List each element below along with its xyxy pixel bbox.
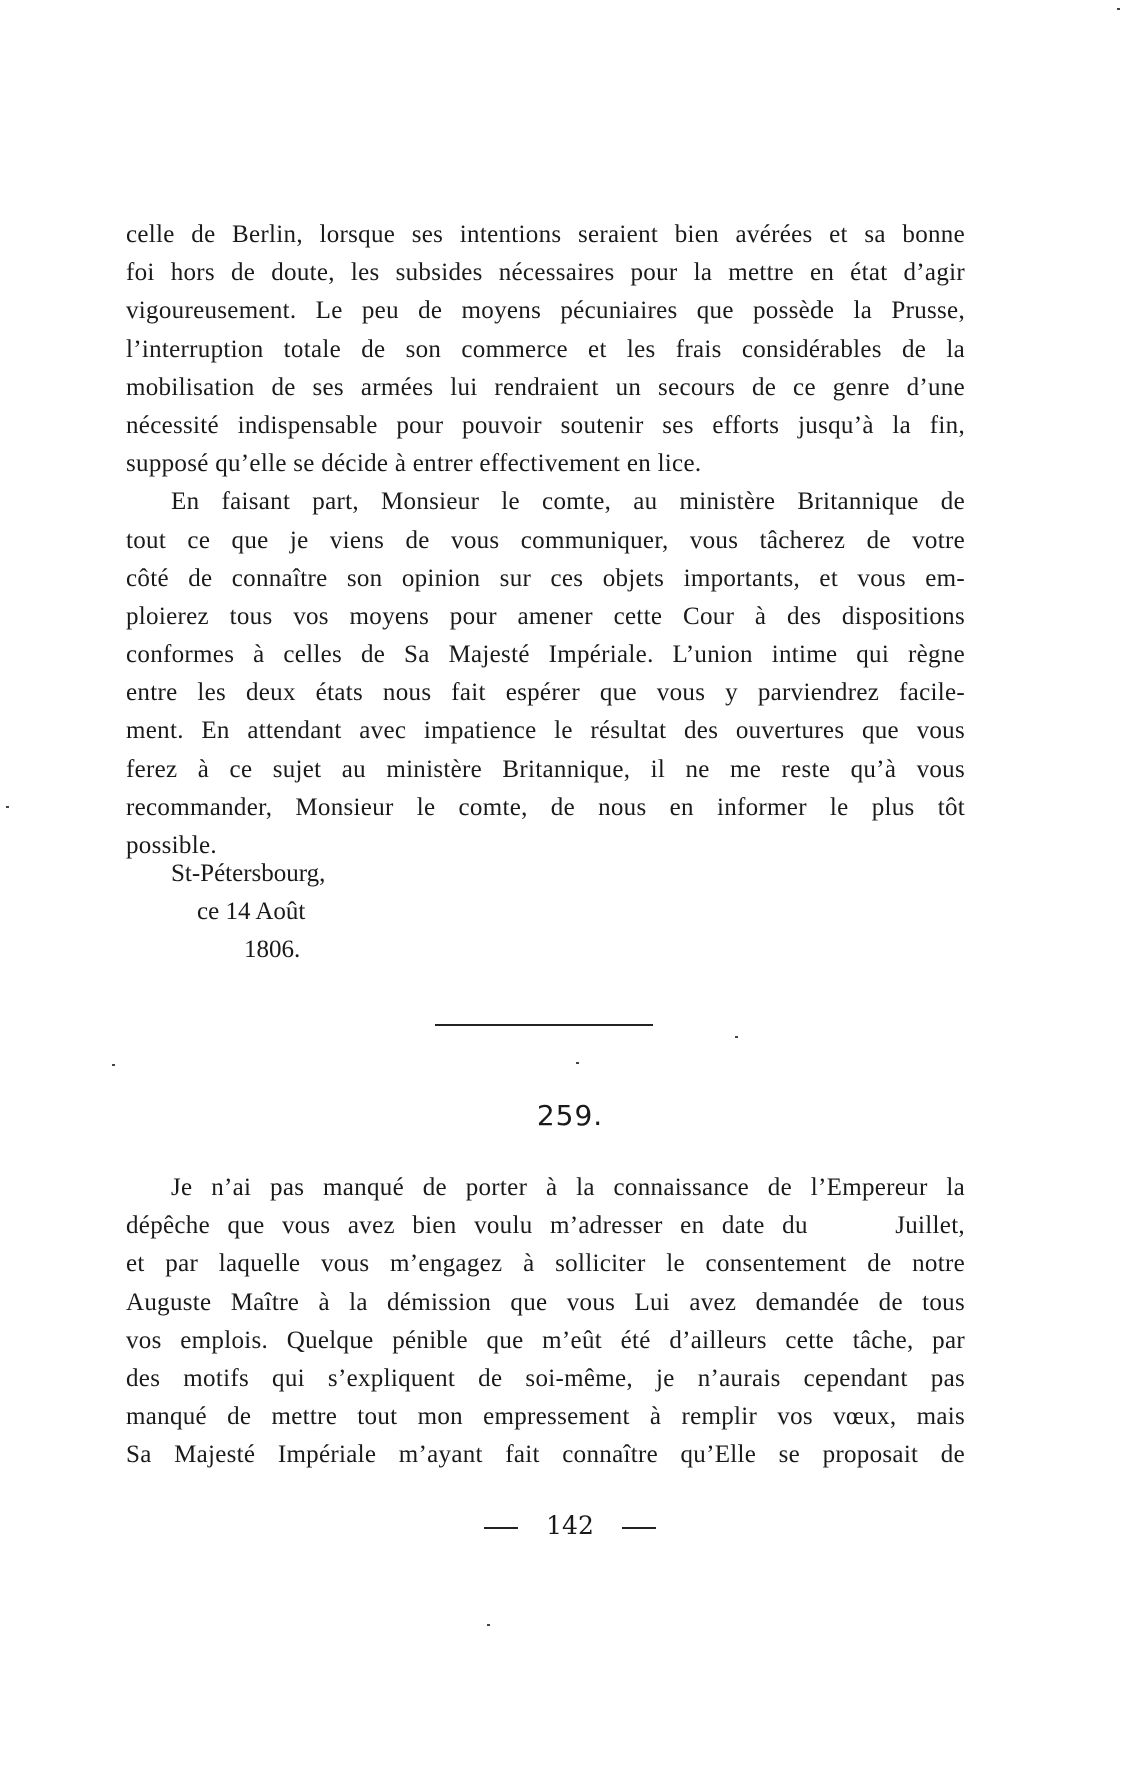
paragraph-second (126, 483, 965, 865)
print-speck (1117, 8, 1120, 10)
text-line: supposé qu’elle se décide à entrer effectivement en lice. (126, 450, 702, 478)
text-line: Sa Majesté Impériale m’ayant fait connaître qu’Elle se proposait de (126, 1441, 965, 1469)
print-speck (576, 1062, 579, 1064)
text-line: ment. En attendant avec impatience le résultat des ouvertures que vous (126, 717, 965, 745)
section-divider (435, 1024, 653, 1026)
footer-dash-left (484, 1527, 518, 1529)
paragraph-continued (126, 216, 965, 483)
text-line: vigoureusement. Le peu de moyens pécuniaires que possède la Prusse, (126, 297, 965, 325)
text-line: Auguste Maître à la démission que vous Lui avez demandée de tous (126, 1288, 965, 1316)
print-speck (112, 1064, 115, 1066)
print-speck (735, 1036, 738, 1038)
signoff-place: St-Pétersbourg, (171, 860, 326, 887)
text-line: entre les deux états nous fait espérer que vous y parviendrez facile- (126, 679, 965, 707)
text-line: possible. (126, 832, 217, 859)
text-line: recommander, Monsieur le comte, de nous en informer le plus tôt (126, 793, 965, 821)
signoff-year: 1806. (244, 936, 301, 963)
text-line: Je n’ai pas manqué de porter à la connaissance de l’Empereur la (171, 1174, 965, 1201)
text-line: ploierez tous vos moyens pour amener cette Cour à des dispositions (126, 602, 965, 630)
print-speck (487, 1624, 490, 1626)
page-footer (0, 1511, 1140, 1540)
text-line: ferez à ce sujet au ministère Britannique, il ne me reste qu’à vous (126, 755, 965, 783)
text-line: foi hors de doute, les subsides nécessaires pour la mettre en état d’agir (126, 259, 965, 287)
paragraph-new-letter (126, 1169, 965, 1475)
text-line: celle de Berlin, lorsque ses intentions seraient bien avérées et sa bonne (126, 221, 965, 248)
letter-body-top (126, 216, 965, 865)
text-line: dépêche que vous avez bien voulu m’adresser en date du Juillet, (126, 1212, 965, 1240)
text-line: mobilisation de ses armées lui rendraient un secours de ce genre d’une (126, 373, 965, 401)
text-line: côté de connaître son opinion sur ces objets importants, et vous em- (126, 564, 965, 592)
document-number: 259. (536, 1099, 604, 1132)
signoff-date: ce 14 Août (197, 898, 306, 925)
text-line: des motifs qui s’expliquent de soi-même, je n’aurais cependant pas (126, 1364, 965, 1392)
text-line: conformes à celles de Sa Majesté Impériale. L’union intime qui règne (126, 641, 965, 669)
text-line: et par laquelle vous m’engagez à solliciter le consentement de notre (126, 1250, 965, 1278)
text-line: En faisant part, Monsieur le comte, au ministère Britannique de (171, 488, 965, 516)
page-number: 142 (546, 1511, 594, 1540)
text-line: l’interruption totale de son commerce et les frais considérables de la (126, 335, 965, 363)
text-line: manqué de mettre tout mon empressement à remplir vos vœux, mais (126, 1403, 965, 1431)
print-speck (6, 806, 9, 808)
letter-body-bottom (126, 1169, 965, 1475)
text-line: tout ce que je viens de vous communiquer, vous tâcherez de votre (126, 526, 965, 554)
text-line: vos emplois. Quelque pénible que m’eût été d’ailleurs cette tâche, par (126, 1326, 965, 1354)
footer-dash-right (622, 1527, 656, 1529)
text-line: nécessité indispensable pour pouvoir soutenir ses efforts jusqu’à la fin, (126, 411, 965, 439)
